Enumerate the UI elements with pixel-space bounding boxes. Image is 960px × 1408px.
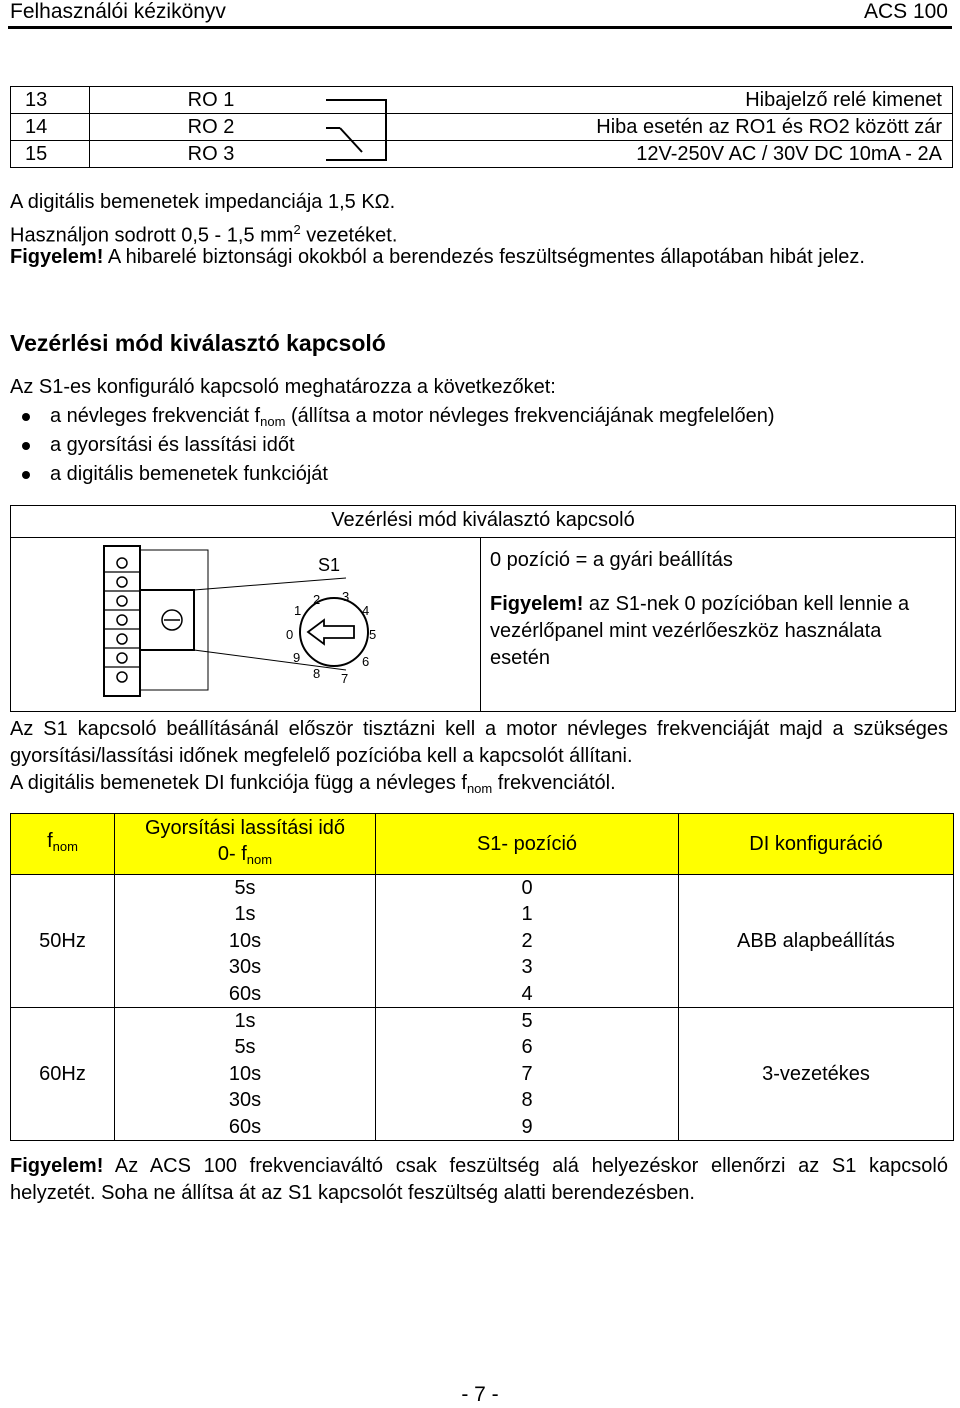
instruction-paragraph: Az S1 kapcsoló beállításánál először tisztázni kell a motor névleges frekvenciáját majd a szükséges gyorsítási/lassítási időnek megfelelő pozícióba kell a kapcsolót állítani. A digitális bemenetek DI funkciója függ a névleges $f_{nom}$ frekvenciától. <box>10 718 948 796</box>
dial-number: 5 <box>369 627 377 642</box>
dial-number: 1 <box>294 603 302 618</box>
relay-name: RO 1 <box>90 87 333 114</box>
page-number: - 7 - <box>461 1383 499 1406</box>
dial-number: 6 <box>362 654 370 669</box>
list-item: a digitális bemenetek funkcióját <box>10 460 775 489</box>
position-cell: 0 1 2 3 4 <box>376 875 679 1008</box>
header-product: ACS 100 <box>863 0 948 23</box>
time-cell: 1s 5s 10s 30s 60s <box>115 1007 376 1140</box>
relay-num: 13 <box>11 87 90 114</box>
list-item: a névleges frekvenciát $f_{nom}$ (állítsa a motor névleges frekvenciájának megfelelően) <box>10 402 775 431</box>
relay-name: RO 2 <box>90 114 333 141</box>
dial-number: 3 <box>342 589 350 604</box>
warning-label: Figyelem! <box>10 1155 104 1177</box>
impedance-note: A digitális bemenetek impedanciája 1,5 KΩ. <box>10 191 396 213</box>
relay-desc: Hibajelző relé kimenet <box>332 87 953 114</box>
relay-table <box>10 86 953 168</box>
bullet-list <box>10 402 775 489</box>
section-title: Vezérlési mód kiválasztó kapcsoló <box>10 330 386 356</box>
col-header-config: DI konfiguráció <box>679 814 954 875</box>
dial-number: 2 <box>313 592 321 607</box>
relay-num: 15 <box>11 141 90 168</box>
table-row <box>11 141 953 168</box>
relay-warning: Figyelem! A hibarelé biztonsági okokból a berendezés feszültségmentes állapotában hibát jelez. <box>10 246 865 268</box>
list-item: a gyorsítási és lassítási időt <box>10 431 775 460</box>
frequency-table <box>10 813 954 1141</box>
dial-number: 4 <box>362 603 370 618</box>
freq-cell: 50Hz <box>11 875 115 1008</box>
wire-note: Használjon sodrott 0,5 - 1,5 $mm^2$ vezetéket. <box>10 222 398 247</box>
col-header-fnom: $f_{nom}$ <box>11 814 115 875</box>
relay-contact-icon <box>300 86 400 170</box>
switch-warning: Figyelem! az S1-nek 0 pozícióban kell lennie a vezérlőpanel mint vezérlőeszköz használata esetén <box>490 593 910 669</box>
relay-desc: Hiba esetén az RO1 és RO2 között zár <box>332 114 953 141</box>
relay-num: 14 <box>11 114 90 141</box>
header-title: Felhasználói kézikönyv <box>10 0 226 23</box>
factory-setting-text: 0 pozíció = a gyári beállítás <box>490 549 733 571</box>
config-cell: ABB alapbeállítás <box>679 875 954 1008</box>
config-cell: 3-vezetékes <box>679 1007 954 1140</box>
freq-cell: 60Hz <box>11 1007 115 1140</box>
dial-number: 7 <box>341 671 349 686</box>
table-header-row <box>11 814 954 875</box>
col-header-time: Gyorsítási lassítási idő 0- $f_{nom}$ <box>115 814 376 875</box>
col-header-position: S1- pozíció <box>376 814 679 875</box>
warning-label: Figyelem! <box>490 593 584 615</box>
header-rule <box>8 26 952 29</box>
relay-name: RO 3 <box>90 141 333 168</box>
footer-warning: Figyelem! Az ACS 100 frekvenciaváltó csak feszültség alá helyezéskor ellenőrzi az S1 kapcsoló helyzetét. Soha ne állítsa át az S1 kapcsolót feszültség alatti berendezésben. <box>10 1155 948 1204</box>
position-cell: 5 6 7 8 9 <box>376 1007 679 1140</box>
s1-label: S1 <box>318 555 341 575</box>
warning-label: Figyelem! <box>10 246 104 268</box>
dial-number: 8 <box>313 666 321 681</box>
table-row <box>11 1007 954 1140</box>
relay-desc: 12V-250V AC / 30V DC 10mA - 2A <box>332 141 953 168</box>
switch-box-title: Vezérlési mód kiválasztó kapcsoló <box>10 505 956 538</box>
section-intro: Az S1-es konfiguráló kapcsoló meghatározza a következőket: <box>10 376 556 398</box>
table-row <box>11 875 954 1008</box>
table-row <box>11 87 953 114</box>
dial-number: 9 <box>293 650 301 665</box>
time-cell: 5s 1s 10s 30s 60s <box>115 875 376 1008</box>
dial-number: 0 <box>286 627 294 642</box>
table-row <box>11 114 953 141</box>
